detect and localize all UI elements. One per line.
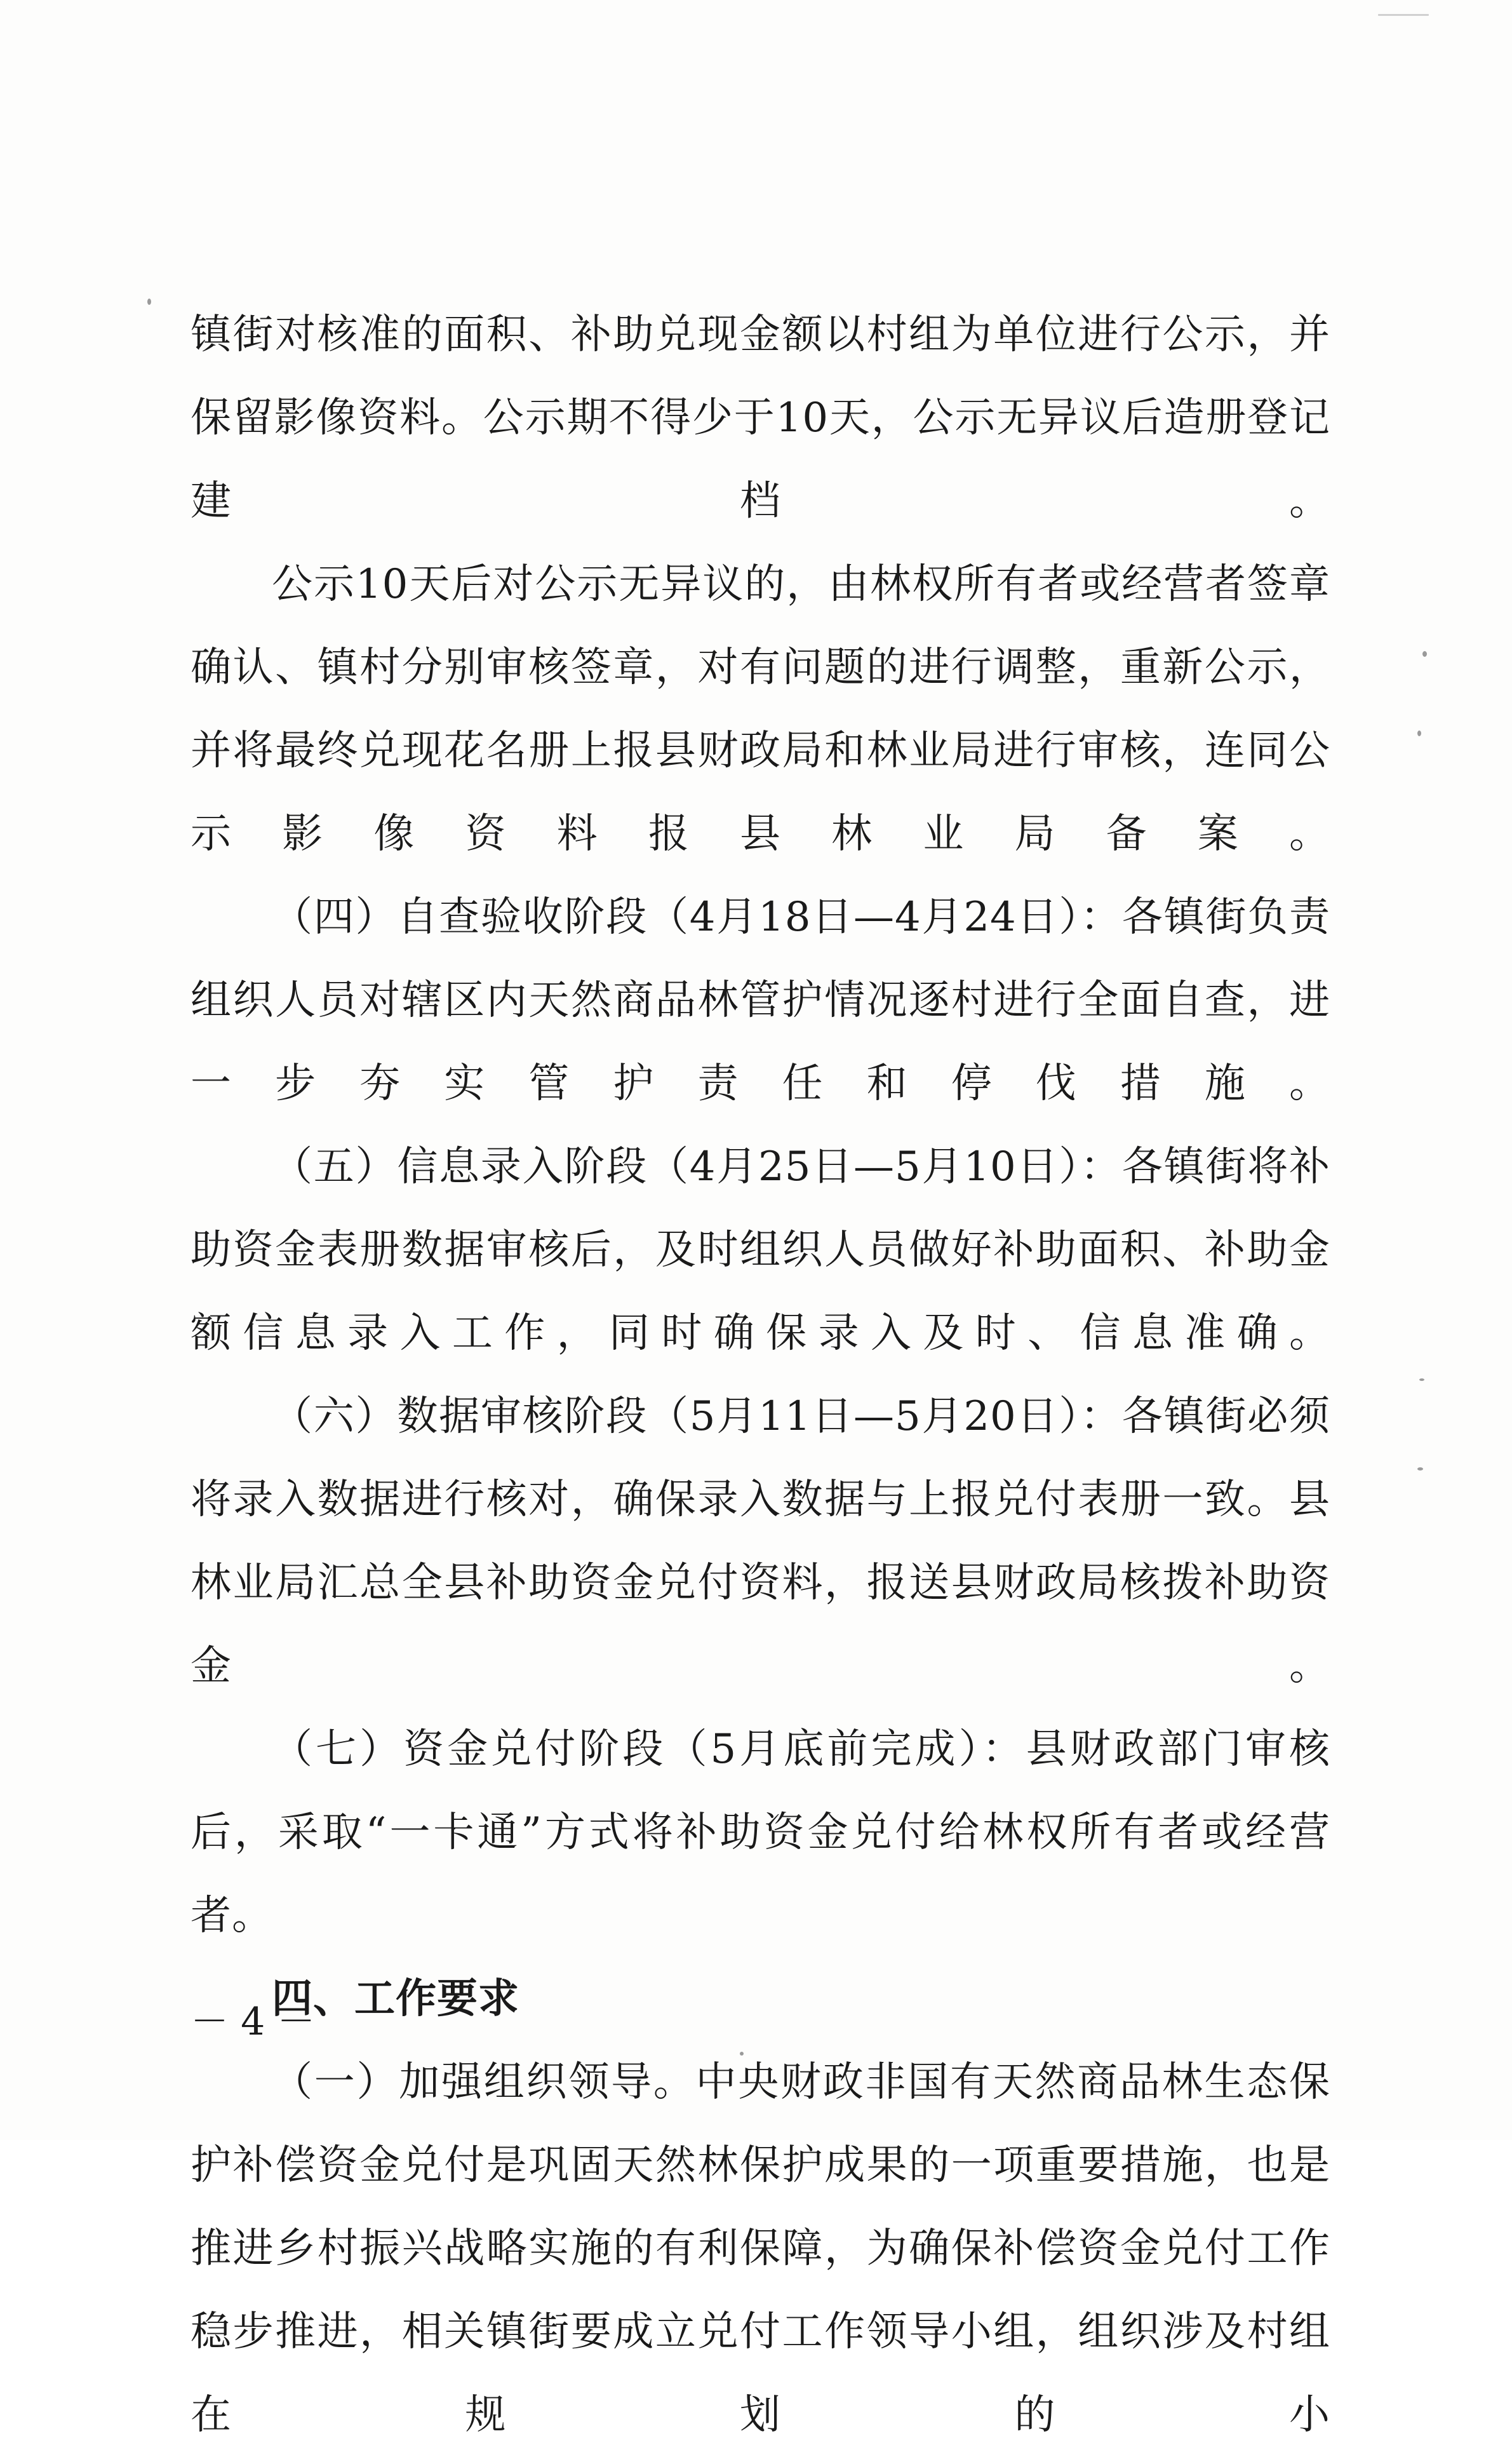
paragraph-2: 公示10天后对公示无异议的，由林权所有者或经营者签章确认、镇村分别审核签章，对有问题的进行调整，重新公示，并将最终兑现花名册上报县财政局和林业局进行审核，连同公示影像资料报县林业局备案。 (191, 561, 1330, 858)
scan-speck (147, 299, 151, 305)
scan-speck (1419, 1378, 1424, 1381)
scan-speck (740, 2052, 744, 2056)
section-heading: 四、工作要求 (272, 1976, 519, 2023)
paragraph-3: （四）自查验收阶段（4月18日—4月24日）：各镇街负责组织人员对辖区内天然商品林管护情况逐村进行全面自查，进一步夯实管护责任和停伐措施。 (191, 894, 1330, 1107)
body-text (191, 293, 1330, 2457)
paragraph-6: （七）资金兑付阶段（5月底前完成）：县财政部门审核后，采取“一卡通”方式将补助资金兑付给林权所有者或经营者。 (191, 1726, 1330, 1939)
paragraph-7: （一）加强组织领导。中央财政非国有天然商品林生态保护补偿资金兑付是巩固天然林保护成果的一项重要措施，也是推进乡村振兴战略实施的有利保障，为确保补偿资金兑付工作稳步推进，相关镇街要成立兑付工作领导小组，组织涉及村组在规划的小 (191, 2059, 1330, 2439)
scan-speck (1378, 14, 1429, 16)
paragraph-1: 镇街对核准的面积、补助兑现金额以村组为单位进行公示，并保留影像资料。公示期不得少于10天，公示无异议后造册登记建档。 (191, 311, 1330, 525)
scan-speck (1417, 730, 1421, 736)
paragraph-4: （五）信息录入阶段（4月25日—5月10日）：各镇街将补助资金表册数据审核后，及时组织人员做好补助面积、补助金额信息录入工作，同时确保录入及时、信息准确。 (191, 1143, 1330, 1357)
page-number: － 4 － (191, 2000, 316, 2044)
scan-speck (1417, 1467, 1423, 1471)
paragraph-5: （六）数据审核阶段（5月11日—5月20日）：各镇街必须将录入数据进行核对，确保录入数据与上报兑付表册一致。县林业局汇总全县补助资金兑付资料，报送县财政局核拨补助资金。 (191, 1393, 1330, 1690)
scan-speck (1422, 651, 1427, 657)
